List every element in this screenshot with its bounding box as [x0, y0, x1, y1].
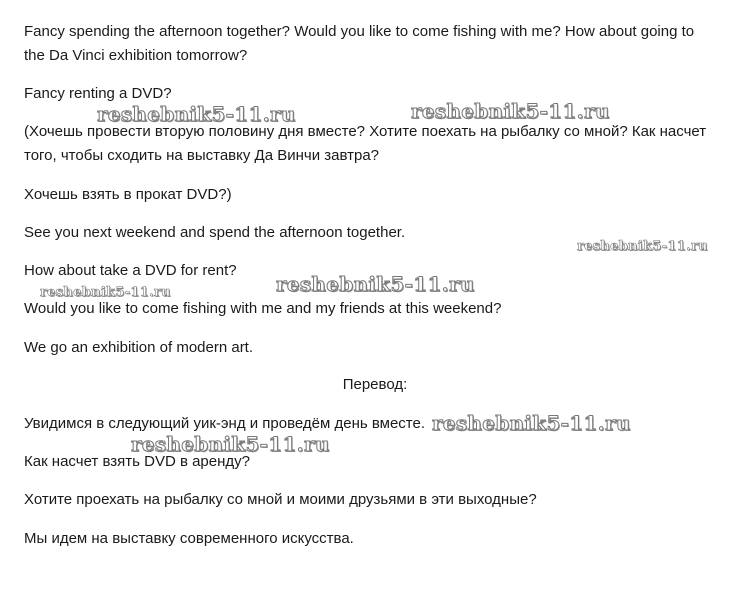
watermark: reshebnik5-11.ru	[577, 239, 708, 254]
paragraph-2: Fancy renting a DVD?	[24, 85, 172, 102]
paragraph-3-line-1: (Хочешь провести вторую половину дня вместе? Хотите поехать на рыбалку со мной? Как насчет	[24, 123, 707, 140]
paragraph-8: We go an exhibition of modern art.	[24, 339, 254, 356]
paragraph-9: Увидимся в следующий уик-энд и проведём день вместе.	[24, 415, 426, 432]
watermark: reshebnik5-11.ru	[40, 285, 171, 300]
paragraph-1-line-1: Fancy spending the afternoon together? Would you like to come fishing with me? How about going to	[24, 23, 695, 40]
paragraph-1-line-2: the Da Vinci exhibition tomorrow?	[24, 47, 248, 64]
paragraph-7: Would you like to come fishing with me and my friends at this weekend?	[24, 300, 502, 317]
paragraph-12: Мы идем на выставку современного искусства.	[24, 530, 354, 547]
watermark: reshebnik5-11.ru	[276, 272, 475, 296]
paragraph-4: Хочешь взять в прокат DVD?)	[24, 186, 232, 203]
paragraph-11: Хотите проехать на рыбалку со мной и моими друзьями в эти выходные?	[24, 491, 537, 508]
paragraph-10: Как насчет взять DVD в аренду?	[24, 453, 250, 470]
watermark: reshebnik5-11.ru	[432, 411, 631, 435]
watermark: reshebnik5-11.ru	[131, 432, 330, 456]
paragraph-3-line-2: того, чтобы сходить на выставку Да Винчи завтра?	[24, 147, 379, 164]
paragraph-5: See you next weekend and spend the afternoon together.	[24, 224, 406, 241]
watermark: reshebnik5-11.ru	[411, 99, 610, 123]
paragraph-6: How about take a DVD for rent?	[24, 262, 237, 279]
translation-heading: Перевод:	[342, 376, 408, 393]
watermark: reshebnik5-11.ru	[97, 102, 296, 126]
